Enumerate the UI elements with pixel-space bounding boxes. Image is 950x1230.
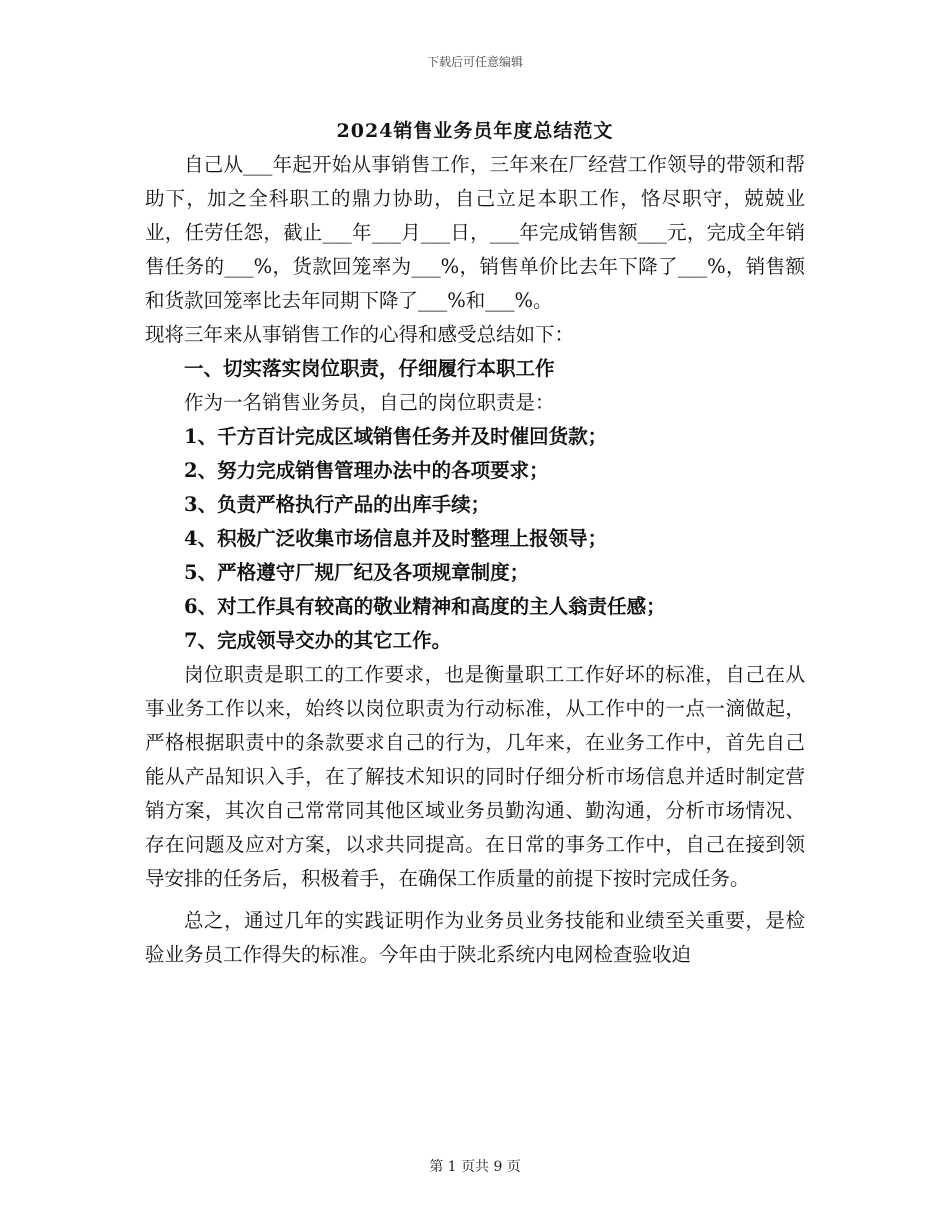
duty-item: 3、负责严格执行产品的出库手续； xyxy=(184,493,491,516)
duty-item: 7、完成领导交办的其它工作。 xyxy=(184,629,452,652)
intro-summary-line: 现将三年来从事销售工作的心得和感受总结如下： xyxy=(145,323,575,346)
page-number: 第 1 页共 9 页 xyxy=(429,1159,521,1175)
page-header: 下载后可任意编辑 xyxy=(426,55,523,69)
duty-item: 6、对工作具有较高的敬业精神和高度的主人翁责任感； xyxy=(184,595,666,618)
paragraph-gap xyxy=(145,896,805,904)
duty-item: 1、千方百计完成区域销售任务并及时催回货款； xyxy=(184,425,608,448)
duty-explanation-paragraph: 岗位职责是职工的工作要求，也是衡量职工工作好坏的标准，自己在从事业务工作以来，始终以岗位职责为行动标准，从工作中的一点一滴做起，严格根据职责中的条款要求自己的行为，几年来，在业务工作中，首先自己能从产品知识入手，在了解技术知识的同时仔细分析市场信息并适时制定营销方案，其次自己常常同其他区域业务员勤沟通、勤沟通，分析市场情况、存在问题及应对方案，以求共同提高。在日常的事务工作中，自己在接到领导安排的任务后，积极着手，在确保工作质量的前提下按时完成任务。 xyxy=(145,663,805,890)
conclusion-paragraph: 总之，通过几年的实践证明作为业务员业务技能和业绩至关重要，是检验业务员工作得失的标准。今年由于陕北系统内电网检查验收迫 xyxy=(145,909,805,966)
duties-intro: 作为一名销售业务员，自己的岗位职责是： xyxy=(184,391,555,414)
intro-paragraph: 自己从___年起开始从事销售工作，三年来在厂经营工作领导的带领和帮助下，加之全科职工的鼎力协助，自己立足本职工作，恪尽职守，兢兢业业，任劳任怨，截止___年___月___日，___年完成销售额___元，完成全年销售任务的___%，货款回笼率为___%，销售单价比去年下降了___%，销售额和货款回笼率比去年同期下降了___%和___%。 xyxy=(145,153,805,312)
section-heading: 一、切实落实岗位职责，仔细履行本职工作 xyxy=(184,357,555,380)
document-title: 2024销售业务员年度总结范文 xyxy=(336,120,614,142)
duty-item: 2、努力完成销售管理办法中的各项要求； xyxy=(184,459,549,482)
duty-item: 5、严格遵守厂规厂纪及各项规章制度； xyxy=(184,561,530,584)
duty-item: 4、积极广泛收集市场信息并及时整理上报领导； xyxy=(184,527,608,550)
document-body xyxy=(145,148,805,972)
